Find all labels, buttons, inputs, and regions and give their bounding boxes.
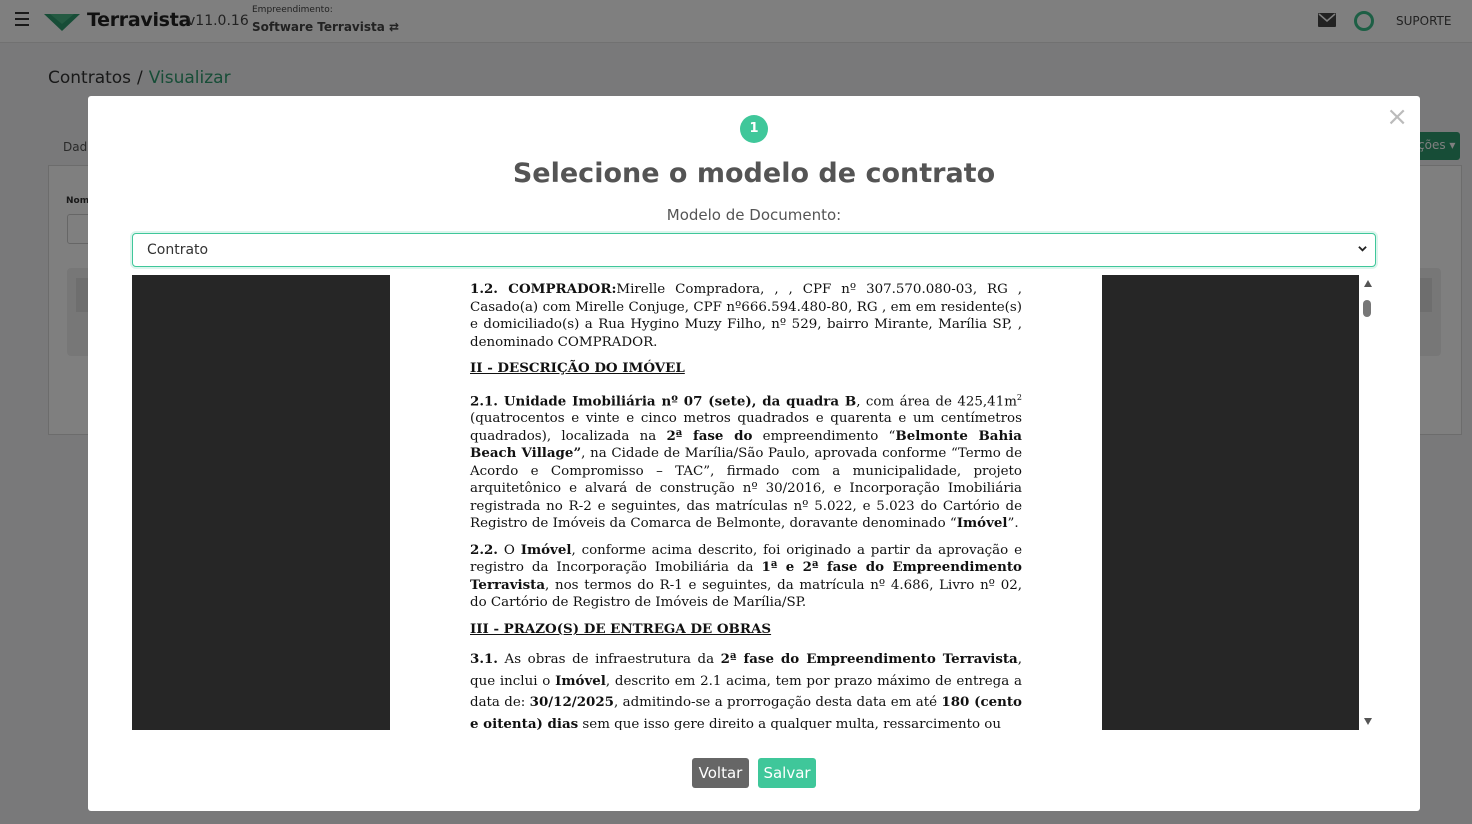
- pdf-viewer[interactable]: [132, 275, 1376, 730]
- step-badge: 1: [740, 115, 768, 143]
- scroll-thumb[interactable]: [1363, 300, 1371, 317]
- clause-1-2: 1.2. COMPRADOR:Mirelle Compradora, , , CPF nº 307.570.080-03, RG , Casado(a) com Mirelle Conjuge, CPF nº666.594.480-80, RG , em em residente(s) e domiciliado(s) a Rua Hygino Muzy Filho, nº 529, bairro Mirante, Marília SP, , denominado COMPRADOR.: [470, 281, 1022, 350]
- clause-2-1: 2.1. Unidade Imobiliária nº 07 (sete), da quadra B, com área de $425,41m^2$ (quatrocentos e vinte e cinco metros quadrados e quarenta e um centímetros quadrados), localizada na 2ª fase do empreendimento “Belmonte Bahia Beach Village”, na Cidade de Marília/São Paulo, aprovada conforme “Termo de Acordo e Compromisso – TAC”, firmado com a municipalidade, projeto arquitetônico e alvará de construção nº 30/2016, e Incorporação Imobiliária registrada no R-2 e seguintes, das matrículas nº 5.022, e 5.023 do Cartório de Registro de Imóveis da Comarca de Belmonte, doravante denominado “Imóvel”.: [470, 392, 1023, 532]
- document-model-select[interactable]: [132, 233, 1376, 267]
- modal-title: Selecione o modelo de contrato: [512, 158, 996, 189]
- section-heading-ii: II - DESCRIÇÃO DO IMÓVEL: [470, 360, 685, 376]
- pdf-scrollbar[interactable]: [1359, 275, 1376, 730]
- select-contract-modal: [88, 96, 1420, 811]
- scroll-down-icon[interactable]: [1364, 718, 1372, 725]
- clause-3-1: 3.1. As obras de infraestrutura da 2ª fase do Empreendimento Terravista, que inclui o Imóvel, descrito em 2.1 acima, tem por prazo máximo de entrega a data de: 30/12/2025, admitindo-se a prorrogação desta data em até 180 (cento e oitenta) dias sem que isso gere direito a qualquer multa, ressarcimento ou: [470, 651, 1022, 730]
- clause-2-2: 2.2. O Imóvel, conforme acima descrito, foi originado a partir da aprovação e registro da Incorporação Imobiliária da 1ª e 2ª fase do Empreendimento Terravista, nos termos do R-1 e seguintes, da matrícula nº 4.686, Livro nº 02, do Cartório de Registro de Imóveis de Marília/SP.: [470, 541, 1023, 611]
- chevron-down-icon: [1358, 244, 1367, 253]
- section-heading-iii: III - PRAZO(S) DE ENTREGA DE OBRAS: [470, 620, 772, 637]
- pdf-page: [390, 275, 1102, 730]
- scroll-up-icon[interactable]: [1364, 280, 1372, 287]
- save-button[interactable]: Salvar: [758, 758, 816, 788]
- document-model-label: Modelo de Documento:: [666, 206, 842, 224]
- close-icon[interactable]: ×: [1386, 102, 1408, 132]
- selected-model: Contrato: [147, 242, 209, 258]
- pdf-content: [470, 281, 1022, 730]
- back-button[interactable]: Voltar: [692, 758, 749, 788]
